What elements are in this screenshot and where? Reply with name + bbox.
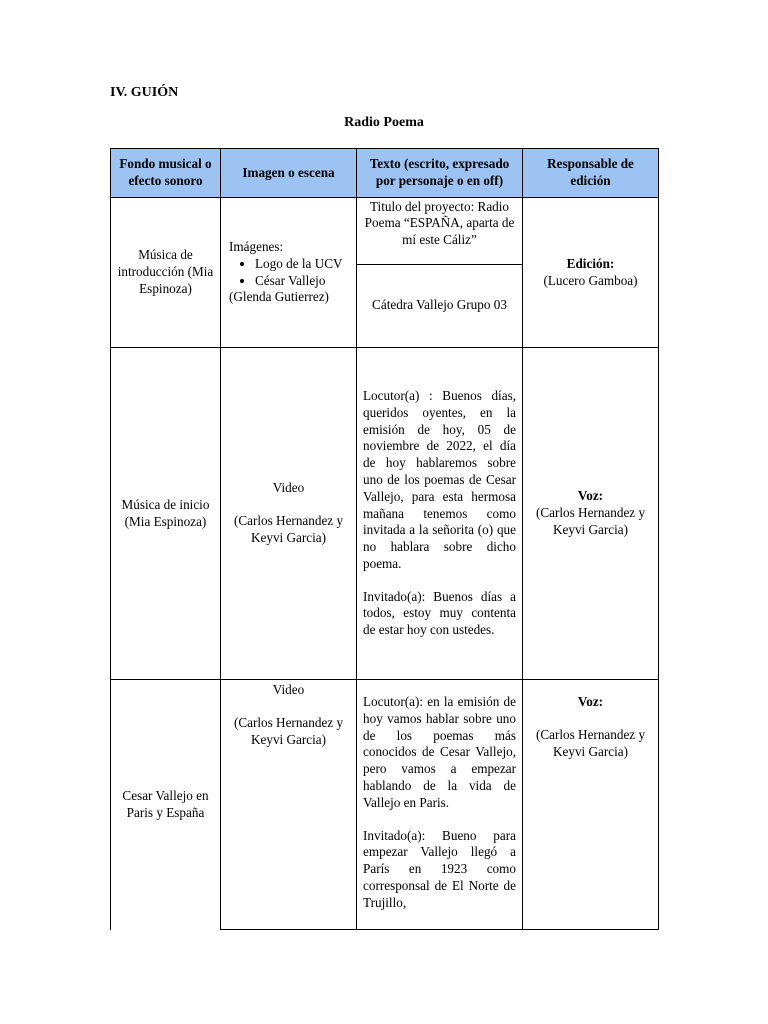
guest-text: Invitado(a): Bueno para empezar Vallejo llegó a París en 1923 como corresponsal de El Norte de Trujillo,	[363, 827, 516, 910]
responsible-label: Edición:	[566, 255, 615, 271]
list-item: • Logo de la UCV	[255, 256, 350, 273]
image-credit: (Carlos Hernandez y Keyvi Garcia)	[233, 513, 344, 545]
sound-cell	[111, 348, 221, 680]
announcer-text: Locutor(a): en la emisión de hoy vamos hablar sobre uno de los poemas más conocidos de Cesar Vallejo, pero vamos a empezar hablando de la vida de Vallejo en Paris.	[363, 694, 516, 810]
image-credit: (Carlos Hernandez y Keyvi Garcia)	[233, 714, 344, 747]
section-title: IV. GUIÓN	[110, 85, 179, 100]
text-cell	[357, 680, 523, 930]
header-responsible: Responsable de edición	[523, 149, 659, 198]
sound-cell	[111, 198, 221, 348]
document-title: Radio Poema	[344, 115, 424, 130]
sound-cell	[111, 680, 221, 930]
image-cell	[221, 348, 357, 680]
guest-text: Invitado(a): Buenos días a todos, estoy muy contenta de estar hoy con ustedes.	[363, 588, 516, 638]
responsible-names: (Lucero Gamboa)	[543, 272, 638, 288]
header-text: Texto (escrito, expresado por personaje o en off)	[357, 149, 523, 198]
image-list	[229, 256, 350, 290]
header-image: Imagen o escena	[221, 149, 357, 198]
image-cell	[221, 198, 357, 348]
responsible-label: Voz:	[577, 488, 604, 504]
sound-text: Música de inicio (Mia Espinoza)	[121, 496, 210, 529]
header-row	[111, 149, 659, 198]
responsible-cell	[523, 198, 659, 348]
header-sound: Fondo musical o efecto sonoro	[111, 149, 221, 198]
responsible-names: (Carlos Hernandez y Keyvi Garcia)	[535, 505, 646, 537]
text-cell	[357, 348, 523, 680]
image-intro: Imágenes:	[229, 238, 284, 254]
responsible-names: (Carlos Hernandez y Keyvi Garcia)	[535, 726, 646, 759]
sound-text: Música de introducción (Mia Espinoza)	[117, 247, 214, 296]
responsible-cell	[523, 348, 659, 680]
sound-text: Cesar Vallejo en Paris y España	[122, 787, 209, 820]
table-row	[111, 198, 659, 348]
group-text	[357, 265, 522, 347]
script-table	[110, 148, 659, 930]
image-credit: (Glenda Gutierrez)	[229, 289, 329, 305]
image-title: Video	[272, 480, 305, 496]
project-title-text: Titulo del proyecto: Radio Poema “ESPAÑA, aparta de mí este Cáliz”	[357, 199, 522, 265]
announcer-text: Locutor(a) : Buenos días, queridos oyentes, en la emisión de hoy, 05 de noviembre de 2022, el día de hoy hablaremos sobre uno de los poemas de Cesar Vallejo, para esta hermosa mañana tenemos como invitada a la señorita (o) que no hablara sobre dicho poema.	[363, 387, 516, 571]
image-cell	[221, 680, 357, 930]
table-row	[111, 680, 659, 930]
text-cell	[357, 198, 523, 348]
image-title: Video	[272, 682, 305, 697]
group-label: Cátedra Vallejo Grupo 03	[372, 297, 507, 313]
responsible-cell	[523, 680, 659, 930]
table-row	[111, 348, 659, 680]
list-item: • César Vallejo	[255, 273, 350, 290]
responsible-label: Voz:	[577, 694, 604, 709]
